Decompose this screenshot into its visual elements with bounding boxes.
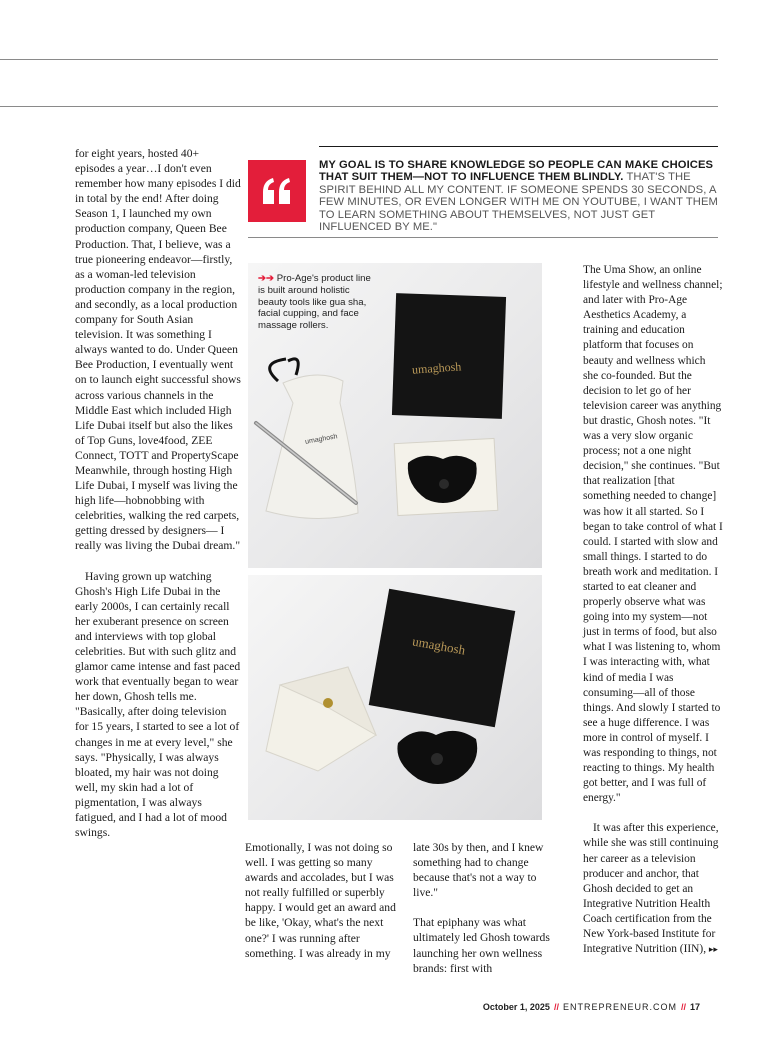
top-rule-2 [0,106,718,107]
pull-quote-bold: MY GOAL IS TO SHARE KNOWLEDGE SO PEOPLE CAN MAKE CHOICES THAT SUIT THEM—NOT TO INFLUENCE THEM BLINDLY. [319,159,714,184]
footer-site: ENTREPRENEUR.COM [562,1002,677,1012]
column-1 [75,146,241,840]
caption-text: Pro-Age's product line is built around holistic beauty tools like gua sha, facial cupping, and face massage rollers. [258,273,371,332]
pull-quote [248,146,718,238]
col4-paragraph-2 [583,821,723,958]
photo-1-pouch-label: umaghosh [304,433,339,446]
photo-1-box-label: umaghosh [411,359,462,377]
quote-bottom-rule [248,237,718,238]
col4-paragraph-1: The Uma Show, an online lifestyle and wellness channel; and later with Pro-Age Aesthetics Academy, a training and education platform that focuses on beauty and wellness which she co-founded. But the decision to let go of her television career was anything but drastic, Ghosh notes. "It was a very slow organic process; not a one night decision," she continues. "But that realization [that something needed to change] was how it all started. So I began to take control of what I could. I started with slow and small things. I started to do breath work and meditation. I started to eat cleaner and properly observe what was going into my system—not just in terms of food, but also what I was listening to, whom I was interacting with, what kind of media I was consuming—all of those things. And slowly I started to see a huge difference. I was more in control of myself. I was responding to things, not reacting to things. My health got better, and I was full of energy." [583,264,723,805]
product-photo-2 [248,575,542,820]
caption-arrow-icon: ➔➔ [258,273,275,284]
footer-date: October 1, 2025 [482,1002,550,1012]
col1-paragraph-1: for eight years, hosted 40+ episodes a year…I don't even remember how many episodes I did in total by the end! After doing Season 1, I launched my own production company, Queen Bee Production. That, I believe, was a true pioneering endeavor—firstly, as a woman-led television production company in the region, and secondly, as a local production company for South Asian television. It was something I always wanted to do. Under Queen Bee Production, I eventually went on to launch eight successful shows across various channels in the Middle East which included High Life Dubai itself but also the likes of Top Guns, love4food, ZEE Connect, TOTT and PropertyScape Meanwhile, through hosting High Life Dubai, I myself was living the high life—hobnobbing with celebrities, walking the red carpets, getting dressed by designers— I really was living the Dubai dream." [75,147,241,553]
pull-quote-text [319,159,719,233]
product-photo-2-art [248,575,542,820]
photo-2-box-label: umaghosh [411,633,467,658]
col3-paragraph-1: late 30s by then, and I knew something had to change because that's not a way to live." [413,841,544,900]
footer-slash-2: // [680,1002,686,1012]
photo-caption [258,273,378,332]
column-3 [413,840,561,976]
continue-arrow-icon: ▸▸ [708,945,718,956]
pull-quote-rest: THAT'S THE SPIRIT BEHIND ALL MY CONTENT. IF SOMEONE SPENDS 30 SECONDS, A FEW MINUTES, OR EVEN LONGER WITH ME ON YOUTUBE, I WANT THEM TO LEARN SOMETHING ABOUT THEMSELVES, NOT JUST GET INFLUENCED BY ME." [319,171,718,234]
col3-paragraph-2: That epiphany was what ultimately led Ghosh towards launching her own wellness brands: first with [413,916,550,975]
footer-slash-1: // [553,1002,559,1012]
col1-paragraph-2: Having grown up watching Ghosh's High Life Dubai in the early 2000s, I can certainly recall her exuberant presence on screen and interviews with top global celebrities. But with such glitz and glamor came intense and fast paced work that eventually began to wear her down, Ghosh tells me. "Basically, after doing television for 15 years, I started to see a lot of changes in me at every level," she says. "Physically, I was always bloated, my hair was not doing well, my skin had a lot of pigmentation, I was always fatigued, and I had a lot of mood swings. [75,569,241,840]
column-2 [245,840,400,961]
top-rule-1 [0,59,718,60]
page-footer [483,1002,700,1012]
col2-paragraph: Emotionally, I was not doing so well. I was getting so many awards and accolades, but I was not really fulfilled or superbly happy. I would get an award and be like, 'Okay, what's the next one?' I was running after something. I was already in my [245,841,396,960]
quote-mark-icon [248,160,306,222]
page-number: 17 [689,1002,700,1012]
column-4 [583,263,723,958]
col4-paragraph-2-text: It was after this experience, while she was still continuing her career as a television producer and anchor, that Ghosh decided to get an Integrative Nutrition Health Coach certification from the New York-based Institute for Integrative Nutrition (IIN), [583,822,719,956]
